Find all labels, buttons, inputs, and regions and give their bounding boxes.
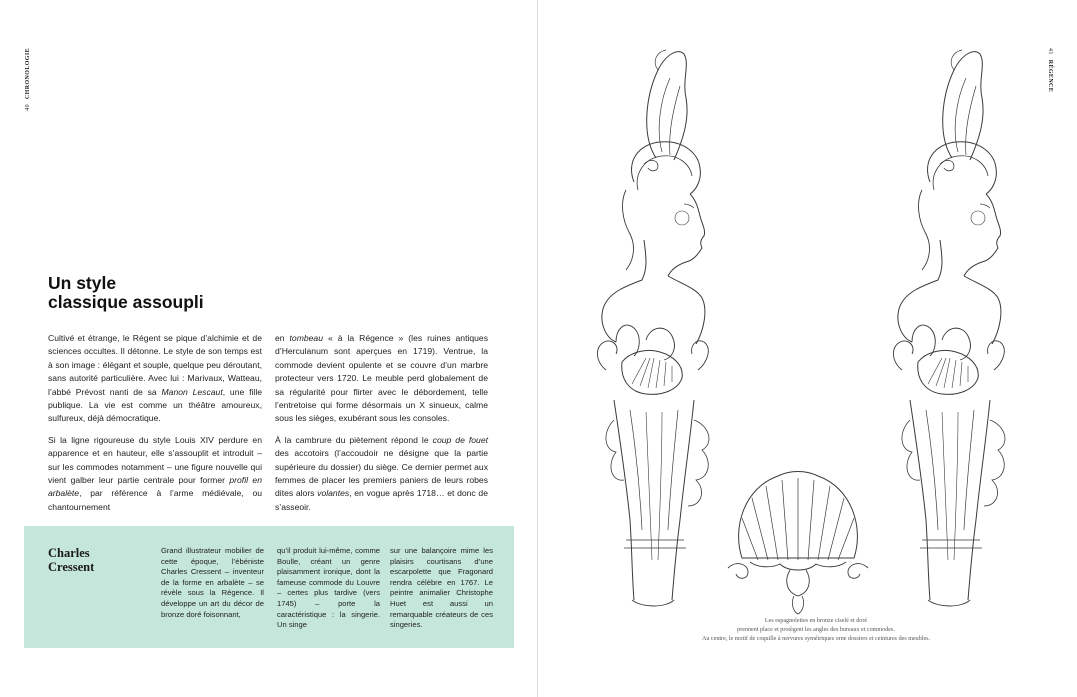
body-paragraph-1: Cultivé et étrange, le Régent se pique d’alchimie et de sciences occultes. Il détonne. Le style de son temps est à son image : élégant et souple, quelque peu déroutant, sans autorité particulière. Avec lui : Marivaux, Watteau, l’abbé Prévost nanti de sa Manon Lescaut, une fille publique. La vie est comme un théâtre amoureux, sulfureux, déjà démocratique. xyxy=(48,333,263,424)
page-gutter xyxy=(537,0,538,697)
caption-line-2: prennent place et protègent les angles des bureaux et commodes. xyxy=(737,627,895,633)
folio-right xyxy=(1047,48,1053,92)
body-column-2 xyxy=(275,332,488,522)
sidebar-column-3: sur une balançoire mime les plaisirs courtisans d’une escarpolette que Fragonard rendra célèbre en 1767. Le peintre animalier Christophe Huet est aussi un remarquable créateurs de ces singeries. xyxy=(390,546,493,630)
body-column-1 xyxy=(48,332,262,522)
page-heading xyxy=(48,274,348,312)
heading-line-1: Un style xyxy=(48,273,117,293)
body-paragraph-3: en tombeau « à la Régence » (les ruines antiques d’Herculanum sont aperçues en 1719). Ventrue, la commode devient opulente et se couvre d’un marbre protecteur vers 1720. Le meuble perd globalement de sa régularité pour flirter avec le débordement, telle l’entretoise qui forme désormais un X sinueux, calme sous les sièges, exubérant sous les consoles. xyxy=(275,333,488,424)
folio-left xyxy=(25,48,31,111)
heading-line-2: classique assoupli xyxy=(48,292,204,312)
sidebar-column-2: qu’il produit lui-même, comme Boulle, créant un genre plaisamment ironique, dont la fameuse commode du Louvre – certes plus tardive (vers 1745) – porte la caractéristique : la singerie. Un singe xyxy=(277,546,380,630)
espagnolette-right-figure xyxy=(893,50,1005,606)
sidebar-box xyxy=(24,526,514,648)
caption-line-3: Au centre, le motif de coquille à nervures symétriques orne dossiers et ceintures des meubles. xyxy=(701,636,931,642)
sidebar-title: Charles Cressent xyxy=(48,546,95,574)
illustration-caption xyxy=(640,617,992,644)
page-number-left: 40 xyxy=(25,103,31,111)
body-paragraph-4: À la cambrure du piètement répond le coup de fouet des accotoirs (l’accoudoir ne désigne que la partie supérieure du dossier) du siège. Ce dernier permet aux femmes de placer les premiers paniers de leurs robes dites alors volantes, en vogue après 1718… et donc de s’asseoir. xyxy=(275,434,488,512)
espagnolette-illustration xyxy=(560,40,1030,620)
section-label-left: CHRONOLOGIE xyxy=(25,48,31,100)
sidebar-column-1: Grand illustrateur mobilier de cette époque, l’ébéniste Charles Cressent – inventeur de la forme en arbalète – se révèle sous la Régence. Il développe un art du décor de bronze doré foisonnant, xyxy=(161,546,264,619)
page-number-right: 41 xyxy=(1047,48,1053,55)
body-paragraph-2: Si la ligne rigoureuse du style Louis XIV perdure en apparence et en hauteur, elle s’assouplit et introduit – sur les commodes notamment – une figure nouvelle qui vient galber leur partie centrale pour former profil en arbalète, par référence à l’arme médiévale, ou chantournement xyxy=(48,434,262,512)
caption-line-1: Les espagnolettes en bronze ciselé et doré xyxy=(764,618,868,624)
section-label-right: RÉGENCE xyxy=(1047,59,1053,93)
shell-motif xyxy=(728,472,868,615)
espagnolette-left-figure xyxy=(597,50,709,606)
